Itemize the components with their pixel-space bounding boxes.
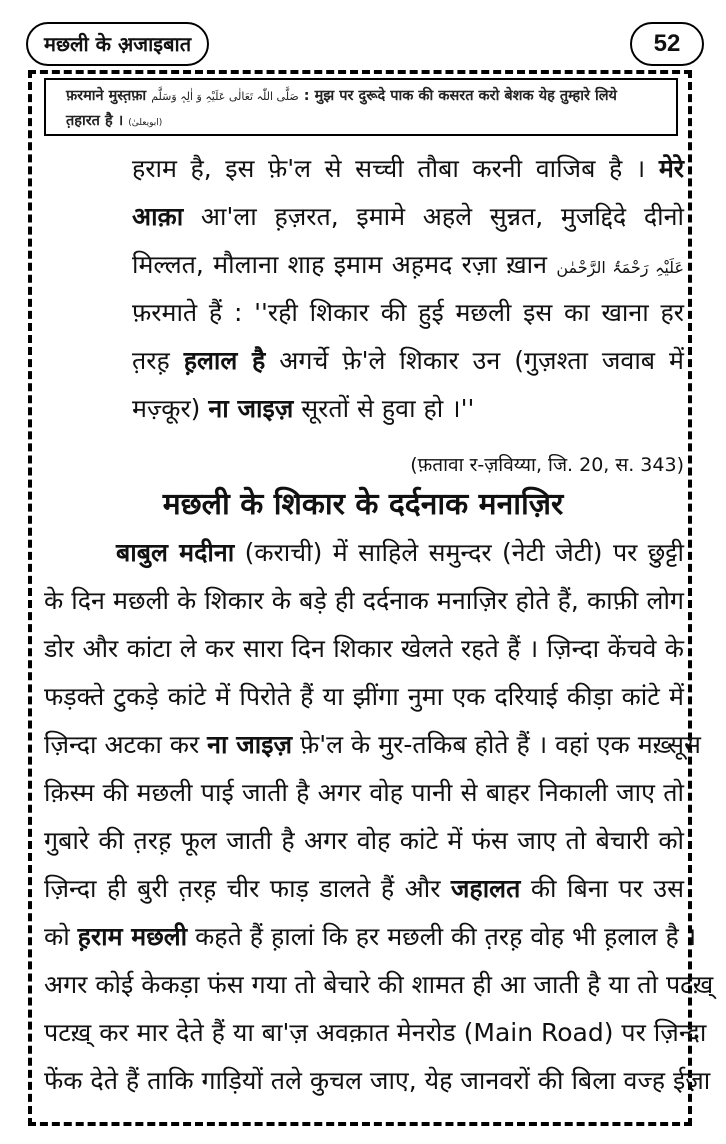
hadith-text-2: त़हारत है ।: [66, 113, 124, 129]
paragraph-2-line-4: फड़क्ते टुकड़े कांटे में पिरोते हैं या झींगा नुमा एक दरियाई कीड़ा कांटे में: [44, 682, 684, 711]
paragraph-2-line-5: ज़िन्दा अटका कर ना जाइज़ फ़े'ल के मुर-तकिब होते हैं । वहां एक मख़्सूस: [44, 730, 701, 759]
page-number: 52: [630, 22, 704, 66]
paragraph-1-line-4: फ़रमाते हैं : ''रही शिकार की हुई मछली इस का खाना हर: [132, 298, 685, 327]
paragraph-2-line-2: के दिन मछली के शिकार के बड़े ही दर्दनाक मनाज़िर होते हैं, काफ़ी लोग: [44, 586, 684, 615]
paragraph-2-line-3: डोर और कांटा ले कर सारा दिन शिकार खेलते रहते हैं । ज़िन्दा केंचवे के: [44, 634, 684, 663]
paragraph-2-line-6: क़िस्म की मछली पाई जाती है अगर वोह पानी से बाहर निकाली जाए तो: [44, 778, 684, 807]
paragraph-1-line-2: आक़ा आ'ला ह़ज़रत, इमामे अहले सुन्नत, मुजद्दिदे दीनो: [132, 202, 684, 231]
paragraph-2-line-10: अगर कोई केकड़ा फंस गया तो बेचारे की शामत ही आ जाती है या तो पटख़्: [44, 970, 714, 999]
paragraph-1-line-3: मिल्लत, मौलाना शाह इमाम अह़मद रज़ा ख़ान عَلَیْہِ رَحْمَۃُ الرَّحْمٰن: [132, 250, 684, 279]
paragraph-2-line-1: बाबुल मदीना (कराची) में साहिले समुन्दर (नेटी जेटी) पर छुट्टी: [116, 538, 684, 567]
hadith-line-1: [66, 84, 668, 109]
hadith-source: (ابویعلیٰ): [128, 118, 163, 128]
paragraph-2-line-11: पटख़् कर मार देते हैं या बा'ज़ अवक़ात मेनरोड (Main Road) पर ज़िन्दा: [44, 1018, 707, 1047]
paragraph-2-line-12: फेंक देते हैं ताकि गाड़ियों तले कुचल जाए, येह जानवरों की बिला वज्ह ईज़ा: [44, 1066, 711, 1095]
paragraph-1-line-1: हराम है, इस फ़े'ल से सच्ची तौबा करनी वाजिब है । मेरे: [132, 154, 684, 183]
hadith-salutation: صَلَّی اللّٰہ تَعَالٰی عَلَیْہِ وَ اٰلِہٖ وَسَلَّم: [151, 90, 299, 103]
hadith-box: [44, 78, 678, 136]
hadith-text-1: : मुझ पर दुरूदे पाक की कसरत करो बेशक येह तुम्हारे लिये: [298, 88, 617, 104]
hadith-prefix: फ़रमाने मुस्त़फ़ा: [66, 88, 147, 104]
paragraph-1-line-6: मज़्कूर) ना जाइज़ सूरतों से हुवा हो ।'': [132, 394, 475, 423]
paragraph-2-line-9: को ह़राम मछली कहते हैं ह़ालां कि हर मछली की त़रह़ वोह भी ह़लाल है ।: [44, 922, 697, 951]
paragraph-2-line-7: गुबारे की त़रह़ फूल जाती है अगर वोह कांटे में फंस जाए तो बेचारी को: [44, 826, 684, 855]
section-heading: मछली के शिकार के दर्दनाक मनाज़िर: [162, 487, 564, 522]
hadith-line-2: [66, 109, 668, 135]
book-title: मछली के अ़जाइबात: [26, 22, 209, 66]
paragraph-2-line-8: ज़िन्दा ही बुरी त़रह़ चीर फाड़ डालते हैं और जहालत की बिना पर उस: [44, 874, 684, 903]
reference-citation: (फ़तावा र-ज़विय्या, जि. 20, स. 343): [410, 454, 684, 476]
paragraph-1-line-5: त़रह़ ह़लाल है अगर्चे फ़े'ले शिकार उन (गुज़श्ता जवाब में: [132, 346, 684, 375]
